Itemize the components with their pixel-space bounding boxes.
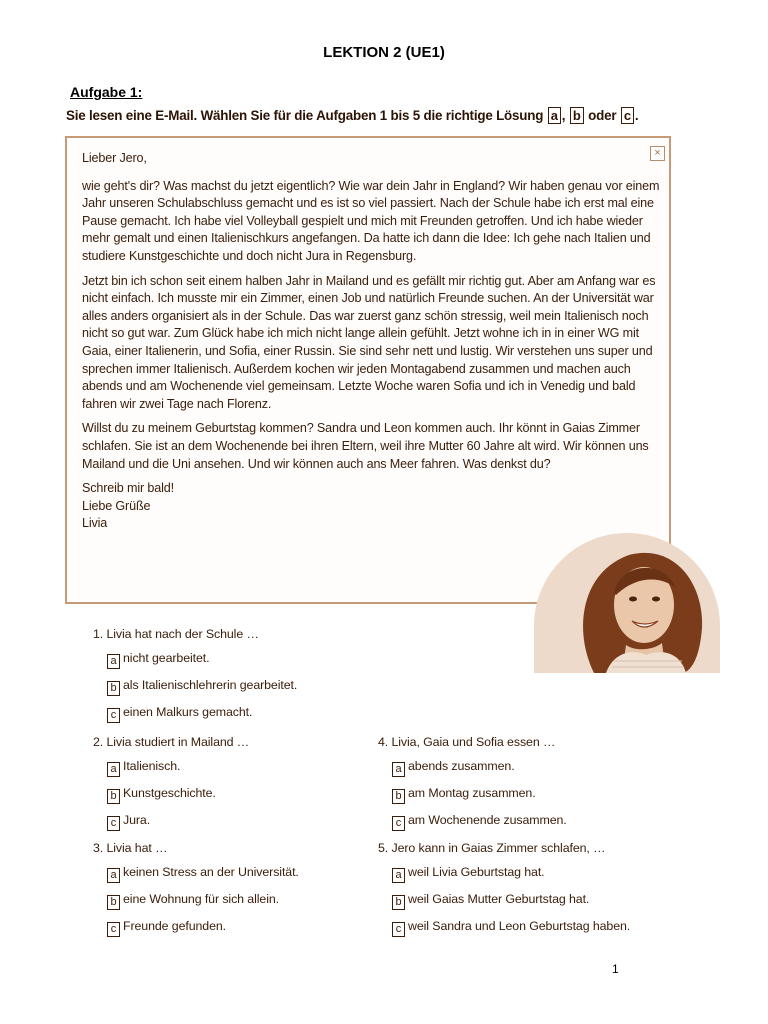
option-a[interactable] bbox=[392, 758, 567, 777]
option-text: weil Sandra und Leon Geburtstag haben. bbox=[408, 919, 631, 933]
option-text: am Wochenende zusammen. bbox=[408, 813, 567, 827]
option-text: abends zusammen. bbox=[408, 759, 515, 773]
option-letter-box: c bbox=[107, 922, 120, 937]
option-text: einen Malkurs gemacht. bbox=[123, 705, 253, 719]
option-text: weil Gaias Mutter Geburtstag hat. bbox=[408, 892, 590, 906]
option-b[interactable] bbox=[107, 785, 249, 804]
option-a[interactable] bbox=[107, 650, 297, 669]
option-b[interactable] bbox=[107, 677, 297, 696]
option-text: Jura. bbox=[123, 813, 151, 827]
option-letter-box: a bbox=[392, 868, 405, 883]
option-b[interactable] bbox=[392, 785, 567, 804]
option-text: am Montag zusammen. bbox=[408, 786, 536, 800]
option-letter-box: b bbox=[107, 789, 120, 804]
option-b[interactable] bbox=[107, 891, 299, 910]
option-letter-box: a bbox=[107, 654, 120, 669]
instruction-text: Sie lesen eine E-Mail. Wählen Sie für die Aufgaben 1 bis 5 die richtige Lösung bbox=[66, 108, 544, 123]
option-c[interactable] bbox=[392, 918, 630, 937]
option-letter-box: a bbox=[107, 868, 120, 883]
option-c[interactable] bbox=[107, 918, 299, 937]
option-text: eine Wohnung für sich allein. bbox=[123, 892, 279, 906]
option-letter-box: c bbox=[392, 922, 405, 937]
page-number: 1 bbox=[612, 962, 619, 976]
option-letter-box: b bbox=[107, 681, 120, 696]
option-c[interactable] bbox=[107, 812, 249, 831]
answer-box-a: a bbox=[548, 107, 561, 124]
question-1 bbox=[93, 627, 297, 731]
question-title: 3. Livia hat … bbox=[93, 841, 168, 855]
option-a[interactable] bbox=[107, 758, 249, 777]
option-letter-box: b bbox=[392, 895, 405, 910]
option-a[interactable] bbox=[107, 864, 299, 883]
instruction-or: oder bbox=[588, 108, 617, 123]
answer-box-c: c bbox=[621, 107, 634, 124]
option-text: Kunstgeschichte. bbox=[123, 786, 216, 800]
email-salutation: Lieber Jero, bbox=[82, 151, 147, 165]
question-2 bbox=[93, 735, 249, 839]
question-4 bbox=[378, 735, 567, 839]
option-a[interactable] bbox=[392, 864, 630, 883]
question-5 bbox=[378, 841, 630, 945]
question-title: 2. Livia studiert in Mailand … bbox=[93, 735, 250, 749]
option-letter-box: b bbox=[107, 895, 120, 910]
option-b[interactable] bbox=[392, 891, 630, 910]
option-text: nicht gearbeitet. bbox=[123, 651, 210, 665]
question-title: 4. Livia, Gaia und Sofia essen … bbox=[378, 735, 556, 749]
closing-line-2: Liebe Grüße bbox=[82, 498, 151, 513]
email-paragraph-1: wie geht's dir? Was machst du jetzt eigentlich? Wie war dein Jahr in England? Wir haben genau vor einem Jahr unseren Schulabschluss gemacht und es ist so viel passiert. Nach der Schule habe ich erst mal eine Pause gemacht. Ich habe viel Volleyball gespielt und mich mit Freunden getroffen. Und ich habe wieder mehr gemalt und einen Italienischkurs angefangen. Da hatte ich dann die Idee: Ich gehe nach Italien und studiere Kunstgeschichte und doch nicht Jura in Regensburg. bbox=[82, 178, 660, 263]
email-paragraph-2: Jetzt bin ich schon seit einem halben Jahr in Mailand und es gefällt mir richtig gut. Aber am Anfang war es nicht einfach. Ich musste mir ein Zimmer, einen Job und natürlich Freunde suchen. An der Universität war alles anders organisiert als in der Schule. Das war zuerst ganz schön stressig, weil mein Italienisch noch nicht so gut war. Zum Glück habe ich mich nicht lange allein gefühlt. Jetzt wohne ich in in einer WG mit Gaia, einer Italienerin, und Sofia, einer Russin. Sie sind sehr nett und lustig. Wir verstehen uns super und sprechen immer Italienisch. Außerdem kochen wir jeden Montagabend zusammen und machen auch abends und am Wochenende viel gemeinsam. Letzte Woche waren Sofia und ich in Venedig und bald fahren wir zwei Tage nach Florenz. bbox=[82, 273, 656, 411]
instruction-separator: , bbox=[561, 108, 566, 123]
question-title: 1. Livia hat nach der Schule … bbox=[93, 627, 259, 641]
option-letter-box: a bbox=[392, 762, 405, 777]
signature-name: Livia bbox=[82, 516, 108, 531]
question-title: 5. Jero kann in Gaias Zimmer schlafen, … bbox=[378, 841, 606, 855]
closing-line-1: Schreib mir bald! bbox=[82, 481, 174, 496]
question-3 bbox=[93, 841, 299, 945]
option-letter-box: c bbox=[107, 708, 120, 723]
close-icon: × bbox=[650, 146, 665, 161]
option-text: keinen Stress an der Universität. bbox=[123, 865, 299, 879]
email-closing bbox=[82, 480, 664, 533]
page-title: LEKTION 2 (UE1) bbox=[323, 44, 445, 61]
option-text: weil Livia Geburtstag hat. bbox=[408, 865, 545, 879]
option-text: Freunde gefunden. bbox=[123, 919, 227, 933]
email-body bbox=[82, 150, 664, 533]
email-paragraph-3: Willst du zu meinem Geburtstag kommen? Sandra und Leon kommen auch. Ihr könnt in Gaias Zimmer schlafen. Sie ist an dem Wochenende bei ihren Eltern, weil ihre Mutter 60 Jahre alt wird. Wir können uns Mailand und die Uni ansehen. Und wir können auch ans Meer fahren. Was denkst du? bbox=[82, 421, 649, 471]
option-text: Italienisch. bbox=[123, 759, 181, 773]
option-text: als Italienischlehrerin gearbeitet. bbox=[123, 678, 298, 692]
answer-box-b: b bbox=[570, 107, 584, 124]
option-letter-box: c bbox=[392, 816, 405, 831]
option-letter-box: c bbox=[107, 816, 120, 831]
task-label: Aufgabe 1: bbox=[70, 84, 143, 100]
instruction-end: . bbox=[634, 108, 639, 123]
instruction bbox=[66, 107, 638, 124]
option-letter-box: a bbox=[107, 762, 120, 777]
option-c[interactable] bbox=[392, 812, 567, 831]
option-letter-box: b bbox=[392, 789, 405, 804]
option-c[interactable] bbox=[107, 704, 297, 723]
